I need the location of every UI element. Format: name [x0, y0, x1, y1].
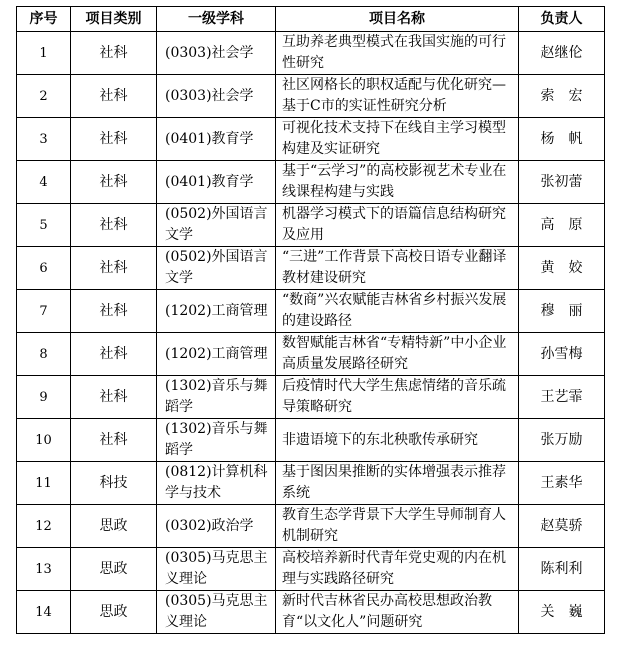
cell-project-name: 后疫情时代大学生焦虑情绪的音乐疏导策略研究 — [276, 376, 519, 419]
header-discipline: 一级学科 — [157, 7, 276, 32]
cell-project-name: 基于“云学习”的高校影视艺术专业在线课程构建与实践 — [276, 161, 519, 204]
table-row — [17, 32, 605, 75]
cell-number: 1 — [17, 32, 71, 75]
table-row — [17, 247, 605, 290]
cell-category: 社科 — [71, 118, 157, 161]
cell-category: 社科 — [71, 333, 157, 376]
cell-number: 4 — [17, 161, 71, 204]
table-row — [17, 462, 605, 505]
cell-category: 社科 — [71, 247, 157, 290]
cell-project-name: 可视化技术支持下在线自主学习模型构建及实证研究 — [276, 118, 519, 161]
cell-leader: 王素华 — [519, 462, 605, 505]
cell-category: 社科 — [71, 290, 157, 333]
cell-number: 7 — [17, 290, 71, 333]
table-row — [17, 419, 605, 462]
cell-number: 3 — [17, 118, 71, 161]
cell-project-name: 教育生态学背景下大学生导师制育人机制研究 — [276, 505, 519, 548]
cell-leader: 赵莫骄 — [519, 505, 605, 548]
table-row — [17, 118, 605, 161]
header-number: 序号 — [17, 7, 71, 32]
table-row — [17, 161, 605, 204]
cell-number: 2 — [17, 75, 71, 118]
cell-leader: 赵继伦 — [519, 32, 605, 75]
cell-number: 10 — [17, 419, 71, 462]
cell-leader: 关 巍 — [519, 591, 605, 634]
cell-project-name: “三进”工作背景下高校日语专业翻译教材建设研究 — [276, 247, 519, 290]
table-row — [17, 505, 605, 548]
header-project-name: 项目名称 — [276, 7, 519, 32]
cell-number: 11 — [17, 462, 71, 505]
cell-project-name: “数商”兴农赋能吉林省乡村振兴发展的建设路径 — [276, 290, 519, 333]
cell-leader: 高 原 — [519, 204, 605, 247]
cell-category: 思政 — [71, 505, 157, 548]
cell-leader: 黄 姣 — [519, 247, 605, 290]
cell-discipline: (1202)工商管理 — [157, 290, 276, 333]
header-leader: 负责人 — [519, 7, 605, 32]
cell-discipline: (0302)政治学 — [157, 505, 276, 548]
table-row — [17, 290, 605, 333]
cell-project-name: 社区网格长的职权适配与优化研究—基于C市的实证性研究分析 — [276, 75, 519, 118]
table-row — [17, 75, 605, 118]
cell-category: 科技 — [71, 462, 157, 505]
cell-leader: 王艺霏 — [519, 376, 605, 419]
cell-leader: 张初蕾 — [519, 161, 605, 204]
cell-number: 13 — [17, 548, 71, 591]
cell-leader: 索 宏 — [519, 75, 605, 118]
cell-project-name: 高校培养新时代青年党史观的内在机理与实践路径研究 — [276, 548, 519, 591]
cell-category: 社科 — [71, 32, 157, 75]
cell-discipline: (1202)工商管理 — [157, 333, 276, 376]
cell-leader: 穆 丽 — [519, 290, 605, 333]
cell-leader: 陈利利 — [519, 548, 605, 591]
cell-project-name: 数智赋能吉林省“专精特新”中小企业高质量发展路径研究 — [276, 333, 519, 376]
cell-discipline: (0502)外国语言文学 — [157, 204, 276, 247]
header-category: 项目类别 — [71, 7, 157, 32]
cell-number: 8 — [17, 333, 71, 376]
cell-category: 社科 — [71, 161, 157, 204]
cell-project-name: 互助养老典型模式在我国实施的可行性研究 — [276, 32, 519, 75]
cell-discipline: (1302)音乐与舞蹈学 — [157, 376, 276, 419]
cell-leader: 孙雪梅 — [519, 333, 605, 376]
table-row — [17, 376, 605, 419]
cell-discipline: (0502)外国语言文学 — [157, 247, 276, 290]
cell-discipline: (0305)马克思主义理论 — [157, 548, 276, 591]
cell-leader: 张万励 — [519, 419, 605, 462]
cell-project-name: 新时代吉林省民办高校思想政治教育“以文化人”问题研究 — [276, 591, 519, 634]
table-row — [17, 591, 605, 634]
cell-discipline: (0401)教育学 — [157, 118, 276, 161]
cell-category: 社科 — [71, 75, 157, 118]
cell-category: 思政 — [71, 591, 157, 634]
project-table — [16, 6, 605, 634]
cell-leader: 杨 帆 — [519, 118, 605, 161]
cell-category: 社科 — [71, 376, 157, 419]
cell-category: 社科 — [71, 419, 157, 462]
table-body — [17, 32, 605, 634]
cell-number: 14 — [17, 591, 71, 634]
cell-project-name: 非遗语境下的东北秧歌传承研究 — [276, 419, 519, 462]
cell-discipline: (1302)音乐与舞蹈学 — [157, 419, 276, 462]
table-row — [17, 333, 605, 376]
cell-category: 社科 — [71, 204, 157, 247]
cell-project-name: 机器学习模式下的语篇信息结构研究及应用 — [276, 204, 519, 247]
cell-number: 6 — [17, 247, 71, 290]
header-row — [17, 7, 605, 32]
cell-discipline: (0305)马克思主义理论 — [157, 591, 276, 634]
cell-project-name: 基于图因果推断的实体增强表示推荐系统 — [276, 462, 519, 505]
table-row — [17, 548, 605, 591]
cell-discipline: (0401)教育学 — [157, 161, 276, 204]
cell-discipline: (0303)社会学 — [157, 32, 276, 75]
cell-number: 9 — [17, 376, 71, 419]
cell-discipline: (0303)社会学 — [157, 75, 276, 118]
table-row — [17, 204, 605, 247]
cell-discipline: (0812)计算机科学与技术 — [157, 462, 276, 505]
cell-number: 5 — [17, 204, 71, 247]
cell-category: 思政 — [71, 548, 157, 591]
cell-number: 12 — [17, 505, 71, 548]
